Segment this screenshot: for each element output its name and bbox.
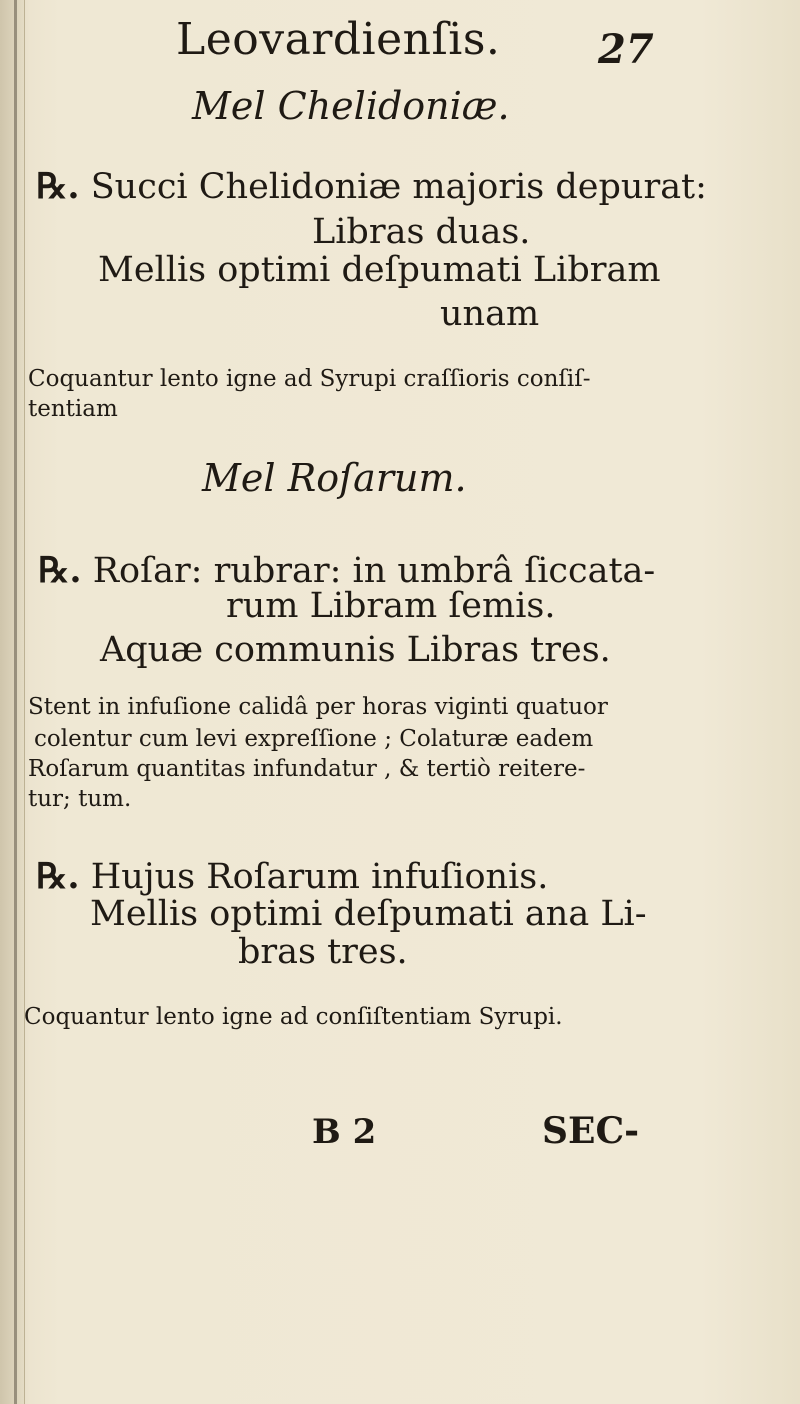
section-title-mel-rosarum: Mel Roſarum. [202,456,467,500]
recipe-line: Mellis optimi deſpumati Libram [98,250,661,290]
page-number: 27 [598,26,654,73]
recipe-line: Mellis optimi deſpumati ana Li- [90,894,647,934]
recipe-text: Hujus Roſarum infuſionis. [90,857,549,897]
recipe-line: Libras duas. [312,212,531,252]
recipe-line [38,550,655,591]
instruction-line: Stent in infuſione calidâ per horas viginti quatuor [28,694,608,720]
gutter-shadow-line [14,0,17,1404]
recipe-symbol: ℞. [36,166,80,207]
page-gutter [0,0,25,1404]
recipe-symbol: ℞. [36,856,80,897]
recipe-line [36,166,707,207]
instruction-line: Coquantur lento igne ad Syrupi craſſioris conſiſ- [28,366,591,392]
recipe-text: Succi Chelidoniæ majoris depurat: [90,167,707,207]
recipe-line: bras tres. [238,932,408,972]
instruction-line: colentur cum levi expreſſione ; Colaturæ eadem [34,726,594,752]
recipe-line: Aquæ communis Libras tres. [100,630,611,670]
recipe-text: Roſar: rubrar: in umbrâ ſiccata- [92,551,656,591]
section-title-mel-chelidoniae: Mel Chelidoniæ. [192,84,510,128]
recipe-line: rum Libram ſemis. [226,586,556,626]
instruction-line: tur; tum. [28,786,132,812]
instruction-line: tentiam [28,396,118,422]
recipe-symbol: ℞. [38,550,82,591]
instruction-line: Roſarum quantitas infundatur , & tertiò reitere- [28,756,586,782]
recipe-line [36,856,548,897]
recipe-line: unam [440,294,540,334]
running-head: Leovardienſis. [176,14,501,65]
signature-mark: B 2 [312,1112,377,1152]
instruction-line: Coquantur lento igne ad conſiſtentiam Syrupi. [24,1004,563,1030]
catchword: SEC- [542,1110,640,1152]
